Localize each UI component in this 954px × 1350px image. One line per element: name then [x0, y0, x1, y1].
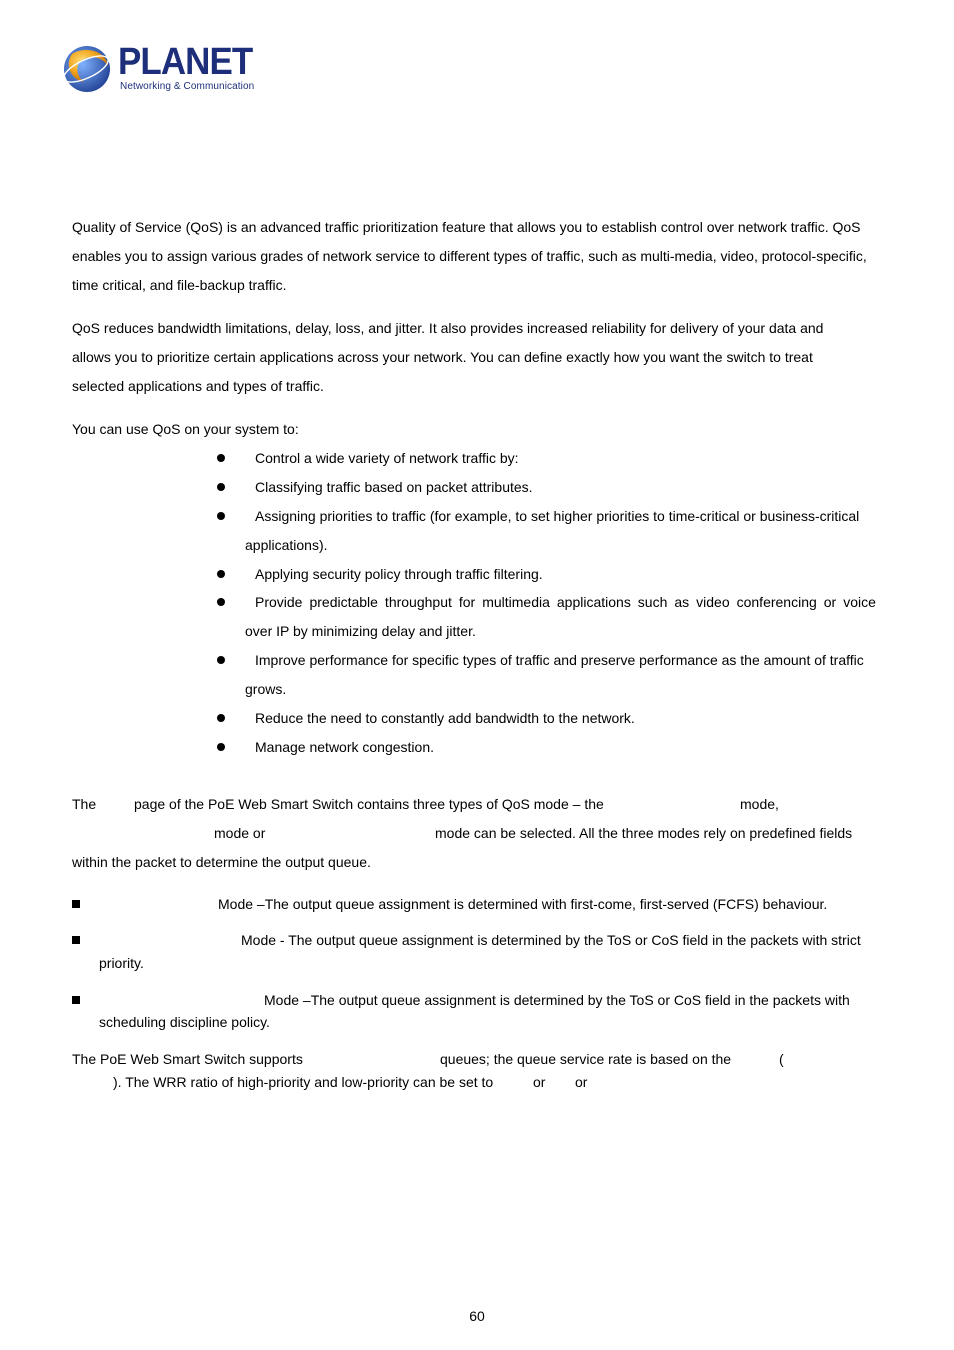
intro-p1-line3: time critical, and file-backup traffic. [72, 277, 287, 293]
bullet-item: Manage network congestion. [255, 739, 434, 755]
intro-p1-line2: enables you to assign various grades of network service to different types of traffic, such as multi-media, video, protocol-specific, [72, 248, 867, 264]
modes-para-text: page of the PoE Web Smart Switch contains three types of QoS mode – the [134, 796, 604, 812]
bullet-dot [217, 598, 225, 606]
bullet-dot [217, 483, 225, 491]
square-bullet [72, 996, 80, 1004]
bullet-item: Applying security policy through traffic filtering. [255, 566, 543, 582]
bullet-item: Control a wide variety of network traffic by: [255, 450, 519, 466]
modes-para-text: mode or [214, 825, 266, 841]
square-bullet [72, 936, 80, 944]
bullet-item: Provide predictable throughput for multimedia applications such as video conferencing or voice [255, 594, 876, 610]
intro-p1-line1: Quality of Service (QoS) is an advanced traffic prioritization feature that allows you to establish control over network traffic. QoS [72, 219, 861, 235]
intro-p3: You can use QoS on your system to: [72, 421, 299, 437]
intro-p2-line2: allows you to prioritize certain applications across your network. You can define exactly how you want the switch to treat [72, 349, 813, 365]
bullet-item: Reduce the need to constantly add bandwidth to the network. [255, 710, 635, 726]
modes-para-text: The [72, 796, 97, 812]
bullet-item: Improve performance for specific types of traffic and preserve performance as the amount of traffic [255, 652, 864, 668]
page-number: 60 [469, 1308, 485, 1324]
square-bullet [72, 900, 80, 908]
support-text: The PoE Web Smart Switch supports [72, 1051, 303, 1067]
logo-tagline: Networking & Communication [120, 81, 255, 92]
bullet-dot [217, 714, 225, 722]
bullet-item: Classifying traffic based on packet attributes. [255, 479, 533, 495]
bullet-item-cont: applications). [245, 537, 328, 553]
intro-p2-line1: QoS reduces bandwidth limitations, delay, loss, and jitter. It also provides increased reliability for delivery of your data and [72, 320, 824, 336]
bullet-dot [217, 743, 225, 751]
modes-para-text: mode can be selected. All the three modes rely on predefined fields [435, 825, 853, 841]
support-text: queues; the queue service rate is based on the [440, 1051, 732, 1067]
mode-description-cont: priority. [99, 955, 144, 971]
bullet-item-cont: grows. [245, 681, 287, 697]
bullet-dot [217, 656, 225, 664]
bullet-dot [217, 570, 225, 578]
bullet-item: Assigning priorities to traffic (for example, to set higher priorities to time-critical or business-critical [255, 508, 860, 524]
logo-wordmark: PLANET [118, 41, 253, 83]
modes-para-text: within the packet to determine the output queue. [72, 854, 371, 870]
bullet-dot [217, 512, 225, 520]
planet-logo [62, 40, 262, 96]
support-text: ( [779, 1051, 784, 1067]
modes-para-text: mode, [740, 796, 779, 812]
mode-description: Mode –The output queue assignment is determined by the ToS or CoS field in the packets with [264, 992, 850, 1008]
support-text: ). The WRR ratio of high-priority and low-priority can be set to [113, 1074, 494, 1090]
mode-description: Mode –The output queue assignment is determined with first-come, first-served (FCFS) behaviour. [218, 896, 828, 912]
intro-p2-line3: selected applications and types of traffic. [72, 378, 324, 394]
support-text: or [575, 1074, 588, 1090]
bullet-dot [217, 454, 225, 462]
mode-description-cont: scheduling discipline policy. [99, 1014, 270, 1030]
support-text: or [533, 1074, 546, 1090]
bullet-item-cont: over IP by minimizing delay and jitter. [245, 623, 476, 639]
mode-description: Mode - The output queue assignment is determined by the ToS or CoS field in the packets with strict [241, 932, 861, 948]
globe-icon [62, 42, 114, 96]
